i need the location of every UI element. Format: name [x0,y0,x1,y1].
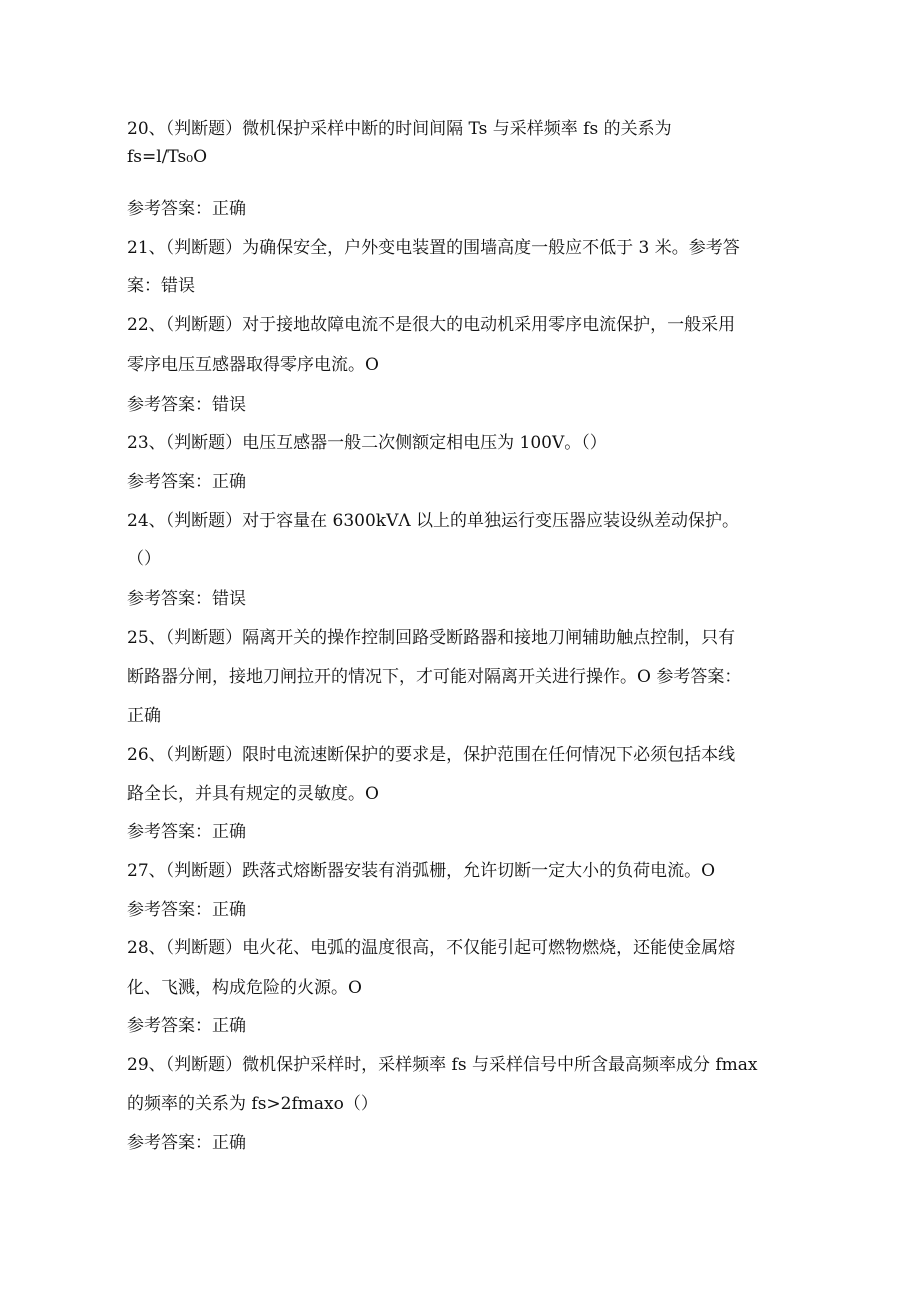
q21-line-2: 案：错误 [127,276,195,296]
q25-line-1: 25、（判断题）隔离开关的操作控制回路受断路器和接地刀闸辅助触点控制，只有 [127,628,736,648]
q29-line-2: 的频率的关系为 fs>2fmaxo（） [127,1094,378,1114]
q22-answer: 参考答案：错误 [127,395,246,415]
q24-line-2: （） [127,549,161,569]
q22-line-1: 22、（判断题）对于接地故障电流不是很大的电动机采用零序电流保护，一般采用 [127,315,736,335]
q21-line-1: 21、（判断题）为确保安全，户外变电装置的围墙高度一般应不低于 3 米。参考答 [127,238,740,258]
q22-line-2: 零序电压互感器取得零序电流。O [127,355,379,375]
q26-line-2: 路全长，并具有规定的灵敏度。O [127,784,379,804]
q20-answer: 参考答案：正确 [127,199,246,219]
q23-line-1: 23、（判断题）电压互感器一般二次侧额定相电压为 100V。（） [127,433,607,453]
q28-line-2: 化、飞溅，构成危险的火源。O [127,978,362,998]
q27-answer: 参考答案：正确 [127,900,246,920]
q28-line-1: 28、（判断题）电火花、电弧的温度很高，不仅能引起可燃物燃烧，还能使金属熔 [127,938,736,958]
q28-answer: 参考答案：正确 [127,1016,246,1036]
q25-line-2: 断路器分闸，接地刀闸拉开的情况下，才可能对隔离开关进行操作。O 参考答案： [127,667,742,687]
q29-answer: 参考答案：正确 [127,1133,246,1153]
q27-line-1: 27、（判断题）跌落式熔断器安装有消弧栅，允许切断一定大小的负荷电流。O [127,861,716,881]
q23-answer: 参考答案：正确 [127,472,246,492]
q29-line-1: 29、（判断题）微机保护采样时，采样频率 fs 与采样信号中所含最高频率成分 fmax [127,1055,758,1075]
q26-answer: 参考答案：正确 [127,822,246,842]
q25-line-3: 正确 [127,706,161,726]
q24-answer: 参考答案：错误 [127,589,246,609]
q20-line-1: 20、（判断题）微机保护采样中断的时间间隔 Ts 与采样频率 fs 的关系为 [127,119,672,139]
q20-line-2: fs=l/Ts₀O [127,147,208,167]
q24-line-1: 24、（判断题）对于容量在 6300kVΛ 以上的单独运行变压器应装设纵差动保护。 [127,511,740,531]
q26-line-1: 26、（判断题）限时电流速断保护的要求是，保护范围在任何情况下必须包括本线 [127,745,736,765]
